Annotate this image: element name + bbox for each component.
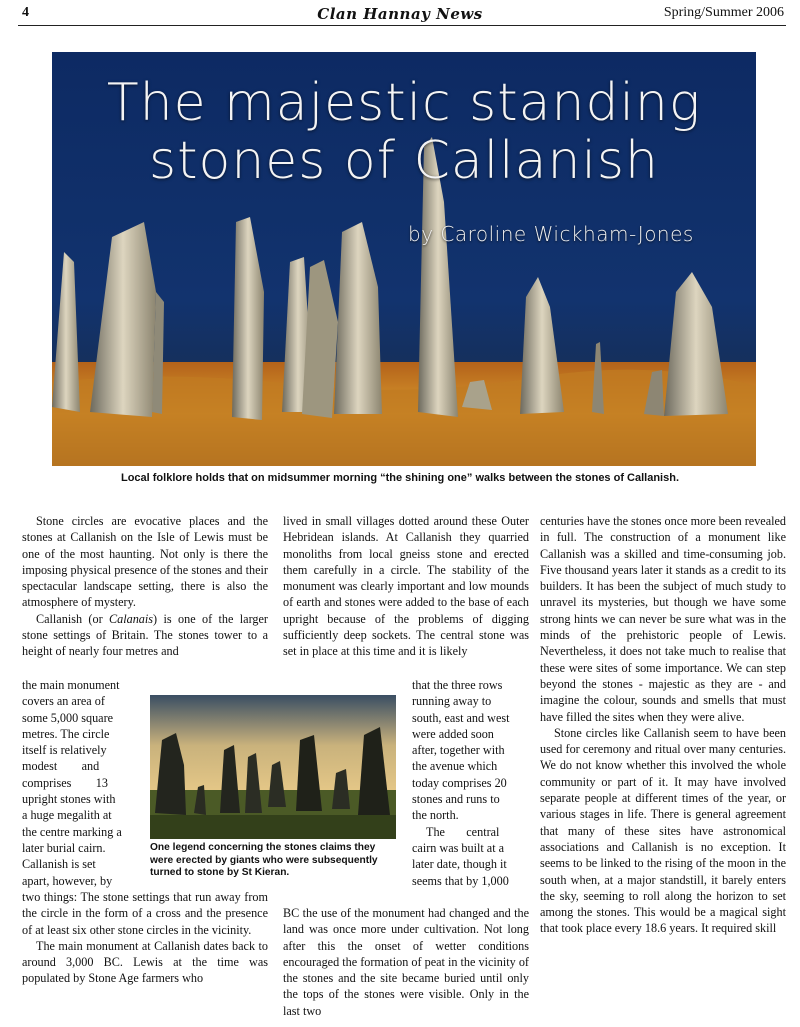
- wrap-line: a huge megalith at: [22, 808, 112, 823]
- col1-paragraph-4: The main monument at Callanish dates back to around 3,000 BC. Lewis at the time was populated by Stone Age farmers who: [22, 938, 268, 986]
- column-1-continued: [22, 889, 268, 987]
- wrap-line: metres. The circle: [22, 726, 110, 741]
- stones-sunset-photo: [150, 695, 396, 839]
- wrap-line: upright stones with: [22, 792, 116, 807]
- wrap-line: the centre marking a: [22, 824, 122, 839]
- article-title: [52, 74, 756, 190]
- wrap-line: were added soon: [412, 726, 494, 741]
- col3-paragraph-2: Stone circles like Callanish seem to have been used for ceremony and ritual over many centuries. We do not know whether this involved the whole community or part of it. It may have involved separate people at different times of the year, or various stages in life. There is general agreement that many of these sites have astronomical associations and Callanish is no exception. It seems to be linked to the rising of the moon in the south when, at a major standstill, it barely enters the sky, seeming to roll along the horizon to set among the stones. This would be a magical sight that took place every 18.6 years. It required skill: [540, 725, 786, 936]
- col1-p2-text-b: ) is one of the larger stone settings of Britain. The stones tower to a height of nearly four metres and: [22, 611, 268, 659]
- inset-caption: One legend concerning the stones claims they were erected by giants who were subsequently turned to stone by St Kieran.: [150, 842, 378, 878]
- wrap-line: modest and: [22, 759, 100, 774]
- wrap-line: itself is relatively: [22, 743, 107, 758]
- title-line-1: The majestic standing: [106, 73, 702, 133]
- wrap-line: later date, though it: [412, 857, 507, 872]
- inset-photo: [150, 695, 396, 839]
- wrap-line: The central: [426, 824, 500, 839]
- wrap-line: seems that by 1,000: [412, 873, 509, 888]
- col2-paragraph-1: lived in small villages dotted around these Outer Hebridean islands. At Callanish they quarried monoliths from local gneiss stone and erected them carefully in a circle. The stability of the monument was clearly important and low mounds of earth and stones were added to the base of each upright because of the problems of digging sufficiently deep sockets. The central stone was set in place at this time and it is likely: [283, 514, 529, 659]
- wrap-line: cairn was built at a: [412, 840, 505, 855]
- col1-paragraph-3: two things: The stone settings that run away from the circle in the form of a cross and the presence of at least six other stone circles in the vicinity.: [22, 890, 268, 937]
- wrap-line: the main monument: [22, 678, 120, 692]
- author-byline: by Caroline Wickham-Jones: [408, 222, 694, 246]
- page-header: [0, 0, 800, 26]
- col2-wrapped-text: [412, 677, 529, 889]
- column-2-continued: [283, 905, 529, 1019]
- masthead: Clan Hannay News: [317, 5, 483, 23]
- column-1: [22, 513, 268, 660]
- col3-paragraph-1: centuries have the stones once more been revealed in full. The construction of a monument like Callanish was a skilled and time-consuming job. Five thousand years later it stands as a credit to its builders. It has been the subject of much study to unravel its mysteries, but though we have some strong hints we can never be sure what was in the minds of the prehistoric people of Lewis. Nevertheless, it does not take much to realise that these were sites of some importance. We can step beyond the stones - majestic as they are - and imagine the colour, sounds and smells that must have filled the sites when they were alive.: [540, 514, 787, 724]
- column-3: [540, 513, 786, 937]
- wrap-line: some 5,000 square: [22, 710, 114, 725]
- wrap-line: covers an area of: [22, 694, 105, 709]
- wrap-line: comprises 13: [22, 775, 108, 790]
- wrap-line: stones and runs to: [412, 792, 500, 807]
- wrap-line: later burial cairn.: [22, 840, 106, 855]
- wrap-line: south, east and west: [412, 710, 510, 725]
- wrap-line: the north.: [412, 808, 459, 823]
- wrap-line: after, together with: [412, 743, 505, 758]
- col1-p2-italic: Calanais: [109, 611, 154, 626]
- wrap-line: that the three rows: [412, 678, 503, 692]
- col1-paragraph-1: Stone circles are evocative places and the stones at Callanish on the Isle of Lewis must be one of the most haunting. Not only is there the imposing physical presence of the stones and their spectacular landscape setting, there is also the atmosphere of mystery.: [22, 514, 268, 610]
- col1-p2-text-a: Callanish (or: [36, 611, 110, 626]
- wrap-line: the avenue which: [412, 759, 498, 774]
- header-rule: [18, 25, 786, 26]
- wrap-line: Callanish is set: [22, 857, 96, 872]
- page-number: 4: [22, 5, 29, 20]
- title-line-2: stones of Callanish: [149, 131, 659, 191]
- wrap-line: running away to: [412, 694, 492, 709]
- column-2: [283, 513, 529, 660]
- issue-date: Spring/Summer 2006: [663, 5, 784, 20]
- wrap-line: apart, however, by: [22, 873, 113, 888]
- wrap-line: today comprises 20: [412, 775, 507, 790]
- col2-paragraph-2: BC the use of the monument had changed and the land was once more under cultivation. Not long after this the onset of wetter conditions encouraged the formation of peat in the vicinity of the stones and the site became buried until only the tops of the stones were visible. Only in the last two: [283, 906, 529, 1018]
- hero-photo: [52, 52, 756, 466]
- hero-caption: Local folklore holds that on midsummer morning “the shining one” walks between the stones of Callanish.: [120, 472, 680, 484]
- col1-wrapped-text: [22, 677, 142, 889]
- col1-paragraph-2: [22, 611, 268, 660]
